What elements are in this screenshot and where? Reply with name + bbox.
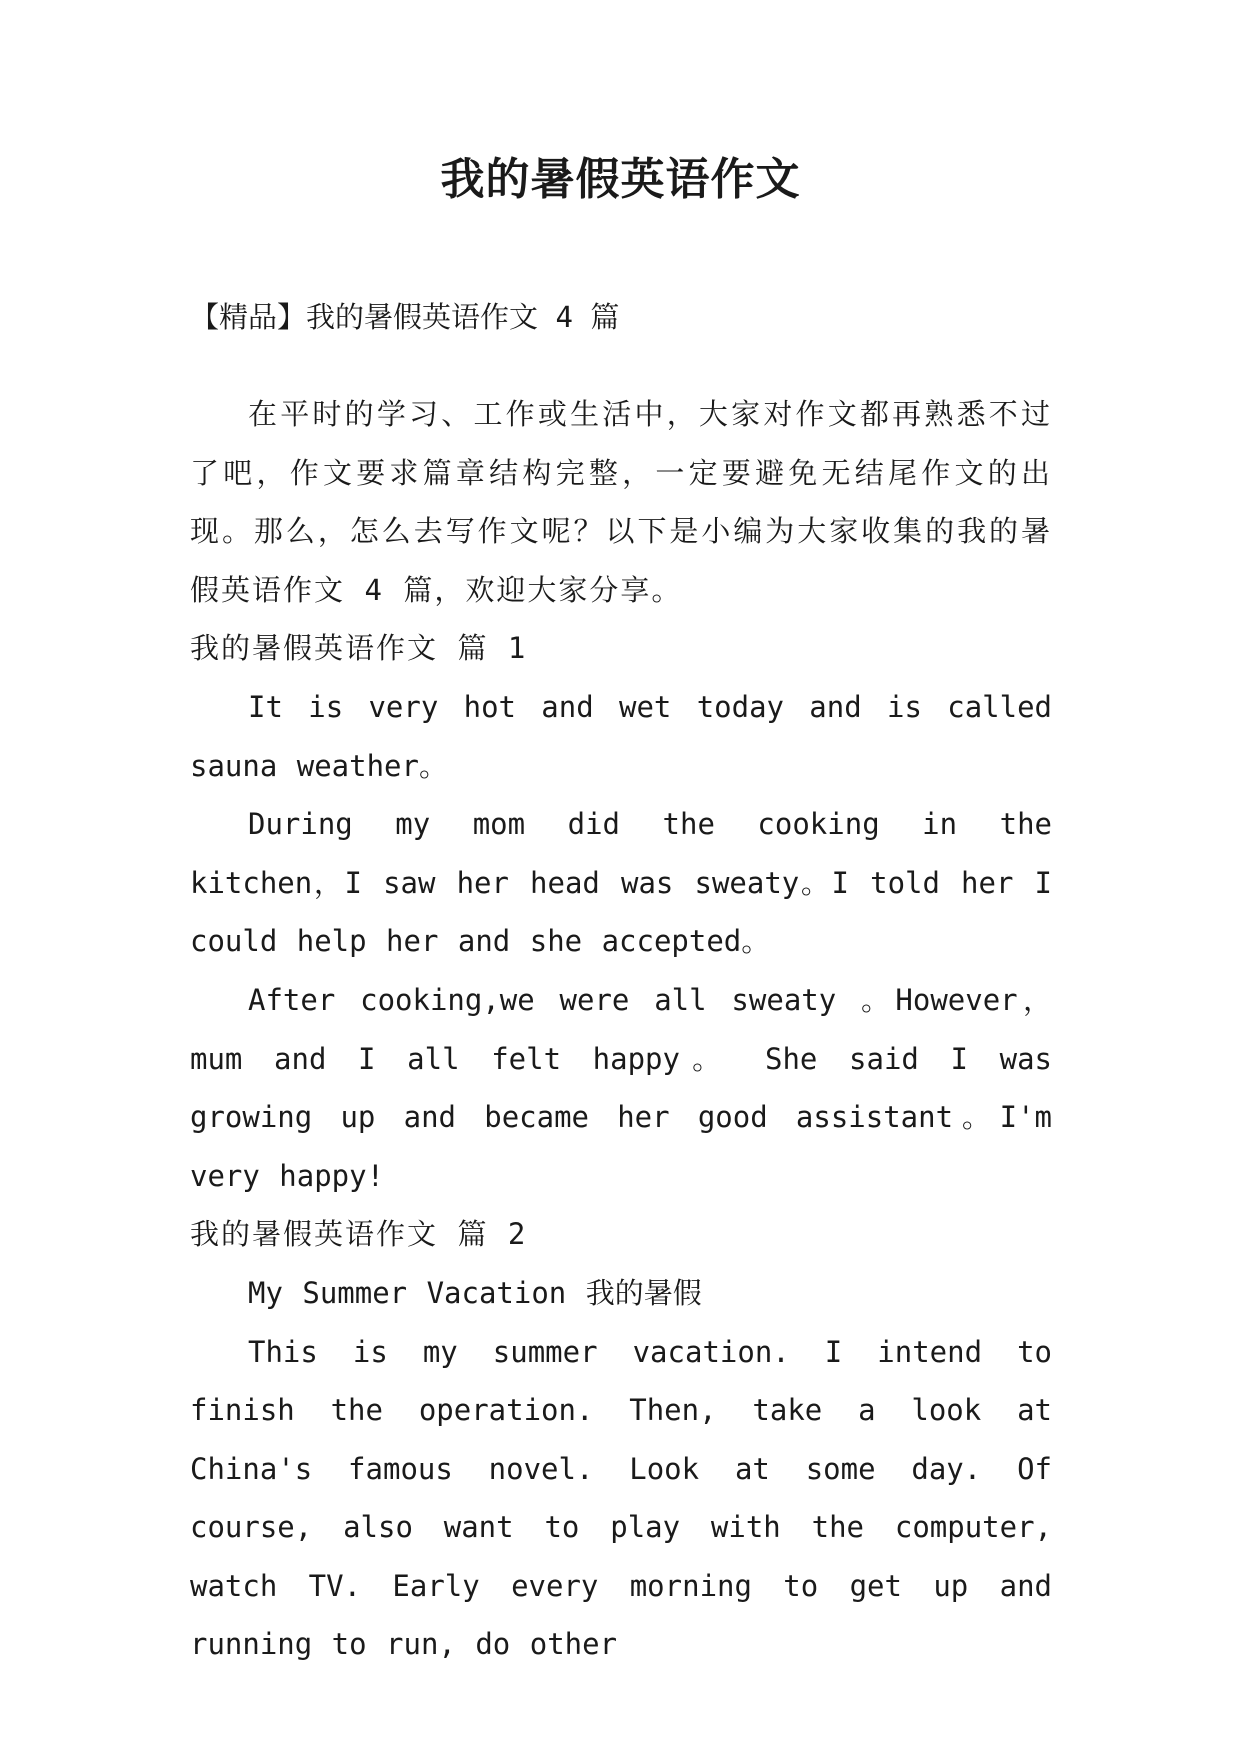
essay-1-heading: 我的暑假英语作文 篇 1 [190,631,528,666]
essay-2-paragraph-2: This is my summer vacation. I intend to finish the operation. Then, take a look at China's famous novel. Look at some day. Of course, also want to play with the computer, watch TV. Early every morning to get up and running to run, do other [190,1334,1052,1662]
intro-paragraph: 在平时的学习、工作或生活中，大家对作文都再熟悉不过了吧，作文要求篇章结构完整，一定要避免无结尾作文的出现。那么，怎么去写作文呢？以下是小编为大家收集的我的暑假英语作文 4 篇，欢迎大家分享。 [190,397,1052,607]
essay-1-paragraph-1: It is very hot and wet today and is called sauna weather。 [190,689,1052,783]
document-subtitle: 【精品】我的暑假英语作文 4 篇 [190,300,620,334]
document-title: 我的暑假英语作文 [440,154,801,205]
essay-2-heading: 我的暑假英语作文 篇 2 [190,1217,528,1252]
essay-1-paragraph-3: After cooking,we were all sweaty 。However， mum and I all felt happy。 She said I was growing up and became her good assistant。I'm very happy! [190,982,1052,1193]
essay-1-paragraph-2: During my mom did the cooking in the kitchen，I saw her head was sweaty。I told her I could help her and she accepted。 [190,807,1052,959]
document-body [190,287,1052,1674]
essay-2-paragraph-1: My Summer Vacation 我的暑假 [248,1275,702,1310]
